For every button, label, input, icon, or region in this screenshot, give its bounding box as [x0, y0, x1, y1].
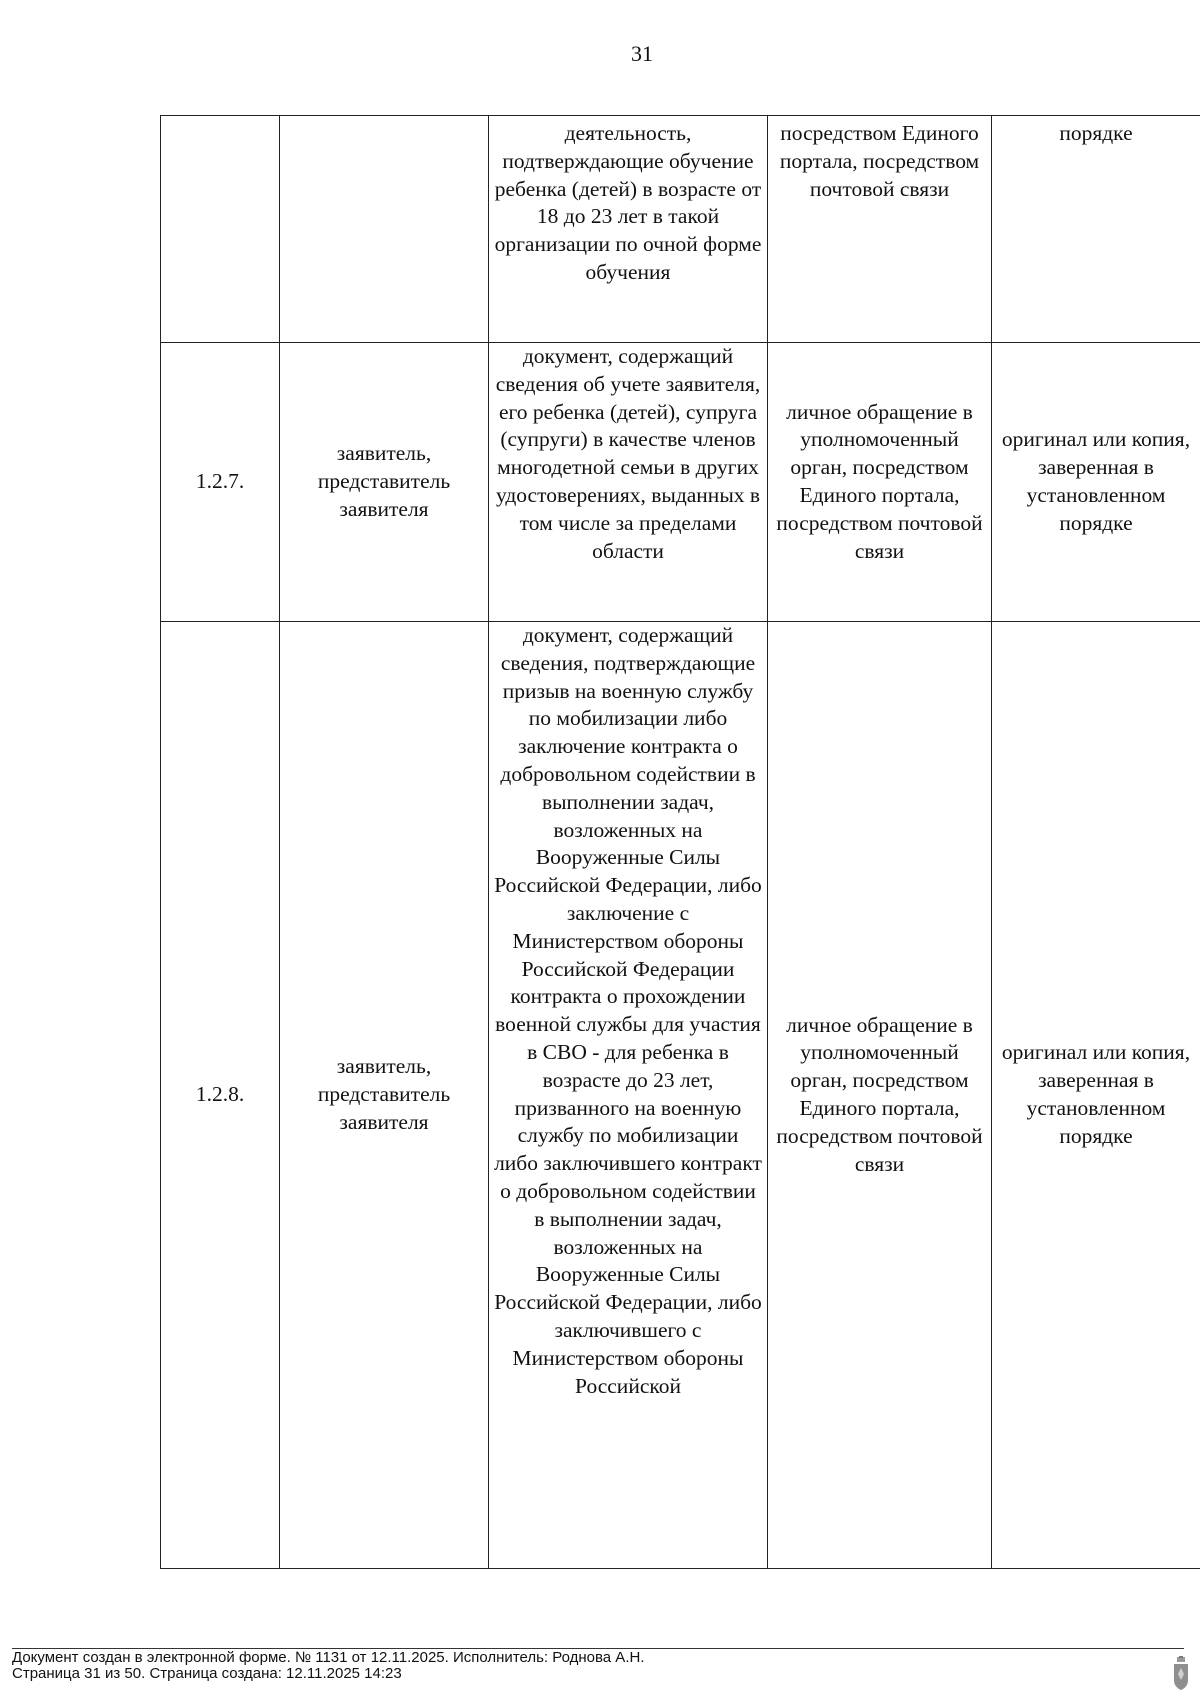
row-number-cell: 1.2.8. [161, 622, 280, 1569]
footer-line-1: Документ создан в электронной форме. № 1131 от 12.11.2025. Исполнитель: Роднова А.Н. [12, 1649, 645, 1666]
table-row [161, 116, 1200, 343]
applicant-cell: заявитель, представитель заявителя [280, 622, 489, 1569]
document-form-cell: порядке [992, 116, 1200, 343]
row-number-cell [161, 116, 280, 343]
document-form-cell: оригинал или копия, заверенная в установленном порядке [992, 343, 1200, 622]
row-number-cell: 1.2.7. [161, 343, 280, 622]
page-number: 31 [631, 41, 653, 66]
document-form-cell: оригинал или копия, заверенная в установленном порядке [992, 622, 1200, 1569]
submission-method-cell: личное обращение в уполномоченный орган, посредством Единого портала, посредством почтовой связи [768, 622, 992, 1569]
applicant-cell [280, 116, 489, 343]
document-cell: документ, содержащий сведения об учете заявителя, его ребенка (детей), супруга (супруги) в качестве членов многодетной семьи в других удостоверениях, выданных в том числе за пределами области [489, 343, 768, 622]
footer-line-2: Страница 31 из 50. Страница создана: 12.11.2025 14:23 [12, 1665, 402, 1682]
table-row [161, 622, 1200, 1569]
document-footer [12, 1650, 644, 1682]
applicant-cell: заявитель, представитель заявителя [280, 343, 489, 622]
coat-of-arms-icon [1172, 1656, 1190, 1692]
document-cell: деятельность, подтверждающие обучение ребенка (детей) в возрасте от 18 до 23 лет в такой организации по очной форме обучения [489, 116, 768, 343]
submission-method-cell: личное обращение в уполномоченный орган, посредством Единого портала, посредством почтовой связи [768, 343, 992, 622]
table-row [161, 343, 1200, 622]
document-table [160, 115, 1200, 1569]
document-cell: документ, содержащий сведения, подтверждающие призыв на военную службу по мобилизации либо заключение контракта о добровольном содействии в выполнении задач, возложенных на Вооруженные Силы Российской Федерации, либо заключение с Министерством обороны Российской Федерации контракта о прохождении военной службы для участия в СВО - для ребенка в возрасте до 23 лет, призванного на военную службу по мобилизации либо заключившего контракт о добровольном содействии в выполнении задач, возложенных на Вооруженные Силы Российской Федерации, либо заключившего с Министерством обороны Российской [489, 622, 768, 1569]
submission-method-cell: посредством Единого портала, посредством почтовой связи [768, 116, 992, 343]
